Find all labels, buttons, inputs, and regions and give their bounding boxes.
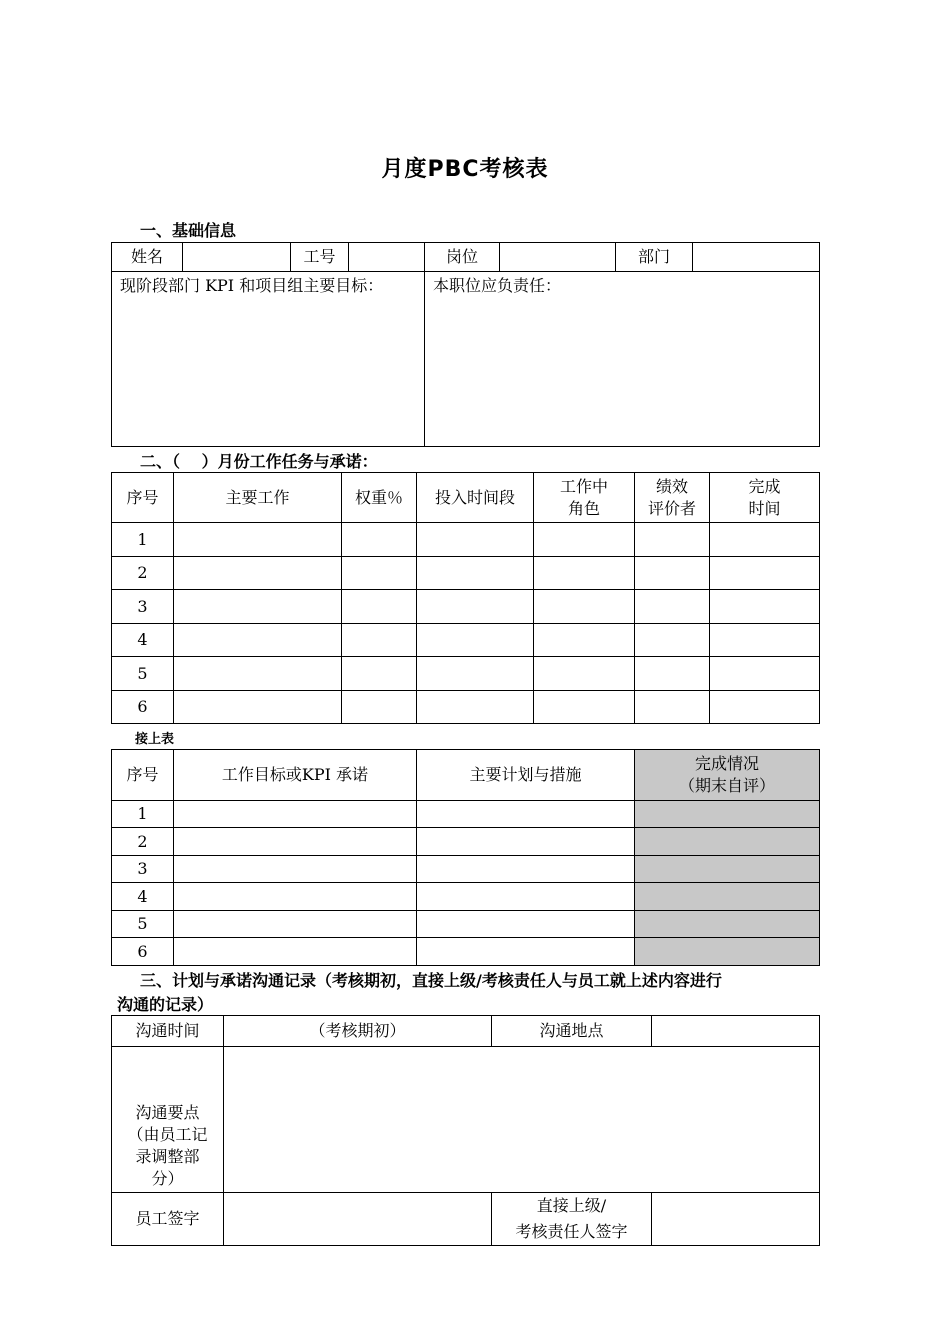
id-label: 工号 <box>291 243 349 272</box>
kpi-goal-cell[interactable] <box>112 272 425 447</box>
position-label: 岗位 <box>425 243 500 272</box>
comm-place-field[interactable] <box>652 1016 820 1047</box>
page-title: 月度PBC考核表 <box>381 157 549 182</box>
table-row: 4 <box>112 883 820 911</box>
table-row: 1 <box>112 801 820 828</box>
id-field[interactable] <box>349 243 425 272</box>
table-row: 2 <box>112 828 820 856</box>
header-main-work: 主要工作 <box>174 473 342 523</box>
task-table <box>111 472 820 724</box>
table-row: 3 <box>112 590 820 624</box>
header-finish-time: 完成 时间 <box>710 473 820 523</box>
table-row: 6 <box>112 691 820 724</box>
employee-sign-field[interactable] <box>224 1193 492 1246</box>
dept-field[interactable] <box>693 243 820 272</box>
table-row: 2 <box>112 557 820 590</box>
table-row: 4 <box>112 624 820 657</box>
header-role: 工作中 角色 <box>534 473 635 523</box>
duty-label: 本职位应负责任： <box>433 276 562 295</box>
communication-table <box>111 1015 820 1246</box>
section3-heading-line2: 沟通的记录） <box>117 995 214 1014</box>
table-row: 1 <box>112 523 820 557</box>
manager-sign-label: 直接上级/ 考核责任人签字 <box>492 1193 652 1246</box>
kpi-header-goal: 工作目标或KPI 承诺 <box>174 750 417 801</box>
basic-info-table <box>111 242 820 447</box>
comm-points-label: 沟通要点 （由员工记 录调整部 分） <box>112 1047 224 1193</box>
header-no: 序号 <box>112 473 174 523</box>
kpi-header-no: 序号 <box>112 750 174 801</box>
comm-time-label: 沟通时间 <box>112 1016 224 1047</box>
table-row: 6 <box>112 938 820 966</box>
header-time-period: 投入时间段 <box>417 473 534 523</box>
dept-label: 部门 <box>616 243 693 272</box>
manager-sign-field[interactable] <box>652 1193 820 1246</box>
comm-time-value[interactable]: （考核期初） <box>224 1016 492 1047</box>
kpi-goal-label: 现阶段部门 KPI 和项目组主要目标： <box>120 276 384 295</box>
position-field[interactable] <box>500 243 616 272</box>
section1-heading: 一、基础信息 <box>140 221 237 240</box>
kpi-header-status: 完成情况 （期末自评） <box>635 750 820 801</box>
name-field[interactable] <box>183 243 291 272</box>
kpi-table <box>111 749 820 966</box>
table-row: 3 <box>112 856 820 883</box>
header-evaluator: 绩效 评价者 <box>635 473 710 523</box>
name-label: 姓名 <box>112 243 183 272</box>
table-row: 5 <box>112 657 820 691</box>
comm-points-field[interactable] <box>224 1047 820 1193</box>
comm-place-label: 沟通地点 <box>492 1016 652 1047</box>
kpi-header-plan: 主要计划与措施 <box>417 750 635 801</box>
employee-sign-label: 员工签字 <box>112 1193 224 1246</box>
duty-cell[interactable] <box>425 272 820 447</box>
header-weight: 权重％ <box>342 473 417 523</box>
table-row: 5 <box>112 911 820 938</box>
section2-heading: 二、（ ）月份工作任务与承诺： <box>140 452 378 471</box>
continued-note: 接上表 <box>135 732 175 747</box>
section3-heading-line1: 三、计划与承诺沟通记录（考核期初，直接上级/考核责任人与员工就上述内容进行 <box>140 971 722 990</box>
